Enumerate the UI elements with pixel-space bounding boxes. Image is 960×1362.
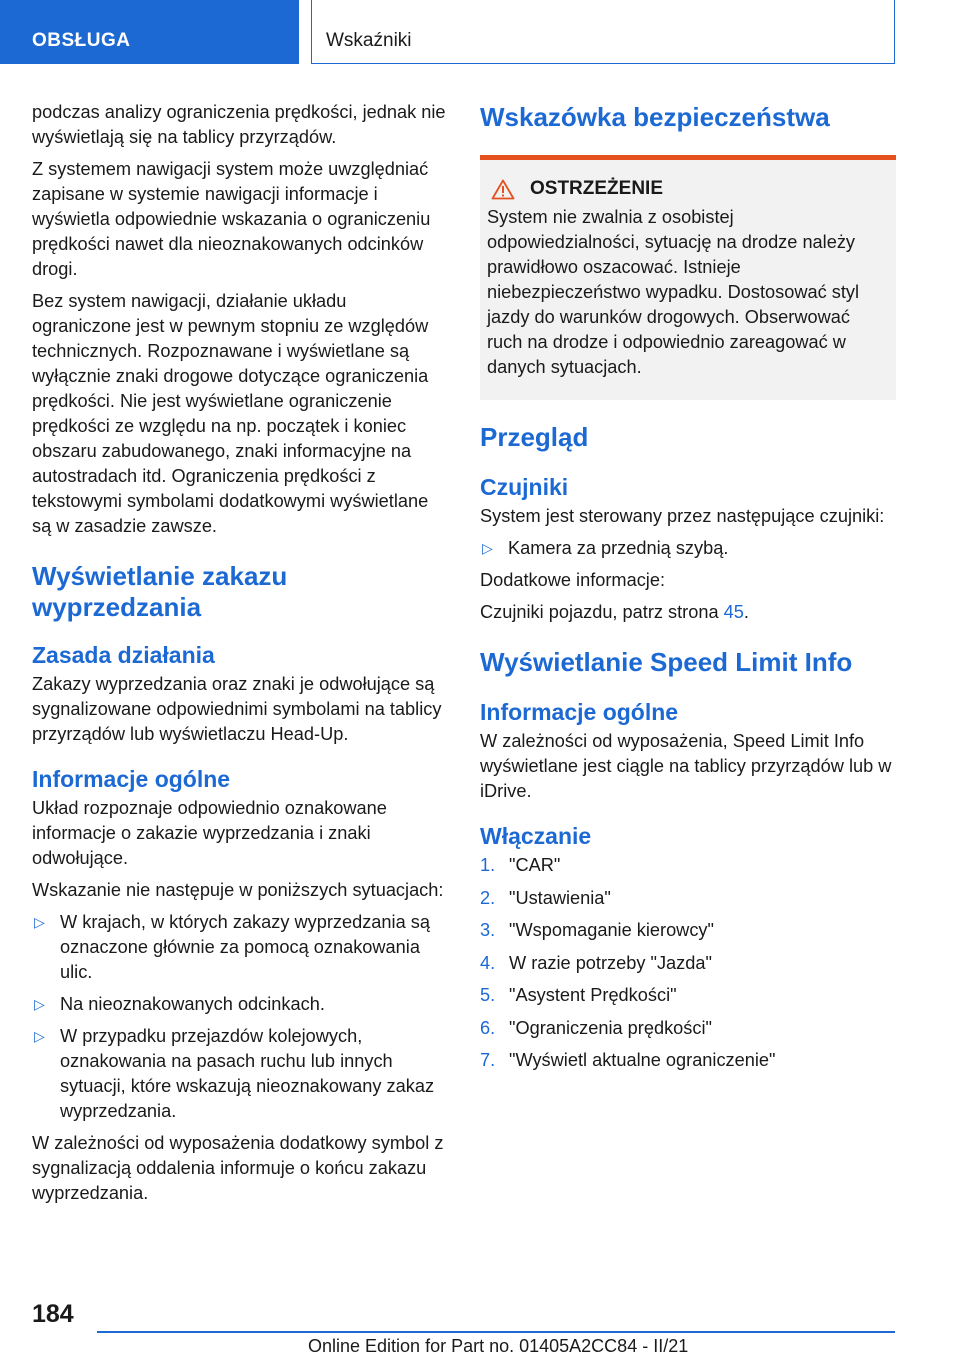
paragraph: Z systemem nawigacji system może uwzględniać zapisane w systemie nawigacji informacje i wyświetla odpowiednie wskazania o ograniczeniu prędkości nawet dla nieoznakowanych odcinków drogi. [32,159,431,279]
list-item: 2. "Ustawienia" [480,887,611,908]
heading-enable: Włączanie [480,823,592,849]
list-item: 4. W razie potrzeby "Jazda" [480,952,712,973]
warning-text: System nie zwalnia z osobistej odpowiedzialności, sytuację na drodze należy prawidłowo oszacować. Istnieje niebezpieczeństwo wypadku. Dostosować styl jazdy do warunków drogowych. Obserwować ruch na drodze i odpowiednio zareagować w danych sytuacjach. [487,207,860,377]
list-item: 1. "CAR" [480,855,561,875]
heading-overtaking-display: Wyświetlanie zakazu wyprzedzania [32,561,288,622]
paragraph: Układ rozpoznaje odpowiednio oznakowane informacje o zakazie wyprzedzania i znaki odwołujące. [32,798,387,868]
triangle-right-icon: ▷ [34,1028,45,1044]
list-item: 3. "Wspomaganie kierowcy" [480,920,714,940]
paragraph: W zależności od wyposażenia, Speed Limit Info wyświetlane jest ciągle na tablicy przyrządów lub w iDrive. [480,731,892,801]
right-column [480,100,896,1081]
heading-general-info: Informacje ogólne [480,699,679,725]
section-title: OBSŁUGA [32,30,131,51]
sensors-list [480,536,896,561]
chapter-title: Wskaźniki [326,30,412,51]
page-link[interactable]: 45 [723,602,744,622]
triangle-right-icon: ▷ [34,996,45,1012]
heading-safety: Wskazówka bezpieczeństwa [480,102,830,132]
page-number: 184 [32,1300,74,1328]
list-item: ▷ W krajach, w których zakazy wyprzedzania są oznaczone głównie za pomocą oznakowania ulic. [34,912,430,982]
section-tab [0,0,299,64]
steps-list [480,853,896,1073]
paragraph: Dodatkowe informacje: [480,570,665,590]
warning-header [487,178,888,200]
paragraph: Wskazanie nie następuje w poniższych sytuacjach: [32,880,444,900]
chapter-tab [311,0,895,64]
footer-divider [97,1331,895,1333]
edition-info: Online Edition for Part no. 01405A2CC84 - II/21 [308,1336,689,1356]
heading-general-info: Informacje ogólne [32,766,231,792]
situations-list [32,910,448,1124]
warning-title: OSTRZEŻENIE [530,178,664,199]
heading-sensors: Czujniki [480,474,569,500]
triangle-right-icon: ▷ [34,914,45,930]
list-item: ▷ W przypadku przejazdów kolejowych, oznakowania na pasach ruchu lub innych sytuacji, które wskazują nieoznakowany zakaz wyprzedzania. [34,1026,435,1121]
paragraph: podczas analizy ograniczenia prędkości, jednak nie wyświetlają się na tablicy przyrządów. [32,102,446,147]
list-item: 5. "Asystent Prędkości" [480,985,677,1005]
paragraph: System jest sterowany przez następujące czujniki: [480,506,885,526]
paragraph: Bez system nawigacji, działanie układu ograniczone jest w pewnym stopniu ze względów technicznych. Rozpoznawane i wyświetlane są wyłącznie znaki drogowe dotyczące ograniczenia prędkości. Nie jest wyświetlane ograniczenie prędkości ze względu na np. początek i koniec obszaru zabudowanego, znaki informacyjne na autostradach itd. Ograniczenia prędkości z tekstowymi symbolami dodatkowymi wyświetlane są w zasadzie zawsze. [32,291,429,536]
paragraph: Zakazy wyprzedzania oraz znaki je odwołujące są sygnalizowane odpowiednimi symbolami na tablicy przyrządów lub wyświetlaczu Head-Up. [32,674,442,744]
list-item: ▷ Kamera za przednią szybą. [480,536,896,561]
list-item: 7. "Wyświetl aktualne ograniczenie" [480,1050,776,1070]
list-item: 6. "Ograniczenia prędkości" [480,1017,712,1038]
heading-principle: Zasada działania [32,642,215,668]
list-item: ▷ Na nieoznakowanych odcinkach. [32,992,448,1017]
warning-box [480,160,896,400]
heading-speed-limit-info: Wyświetlanie Speed Limit Info [480,647,853,677]
triangle-right-icon: ▷ [482,540,493,556]
heading-overview: Przegląd [480,422,589,452]
paragraph-reference: Czujniki pojazdu, patrz strona 45. [480,602,749,622]
paragraph: W zależności od wyposażenia dodatkowy symbol z sygnalizacją oddalenia informuje o końcu zakazu wyprzedzania. [32,1133,444,1203]
left-column [32,100,448,1213]
warning-triangle-icon [491,179,515,200]
